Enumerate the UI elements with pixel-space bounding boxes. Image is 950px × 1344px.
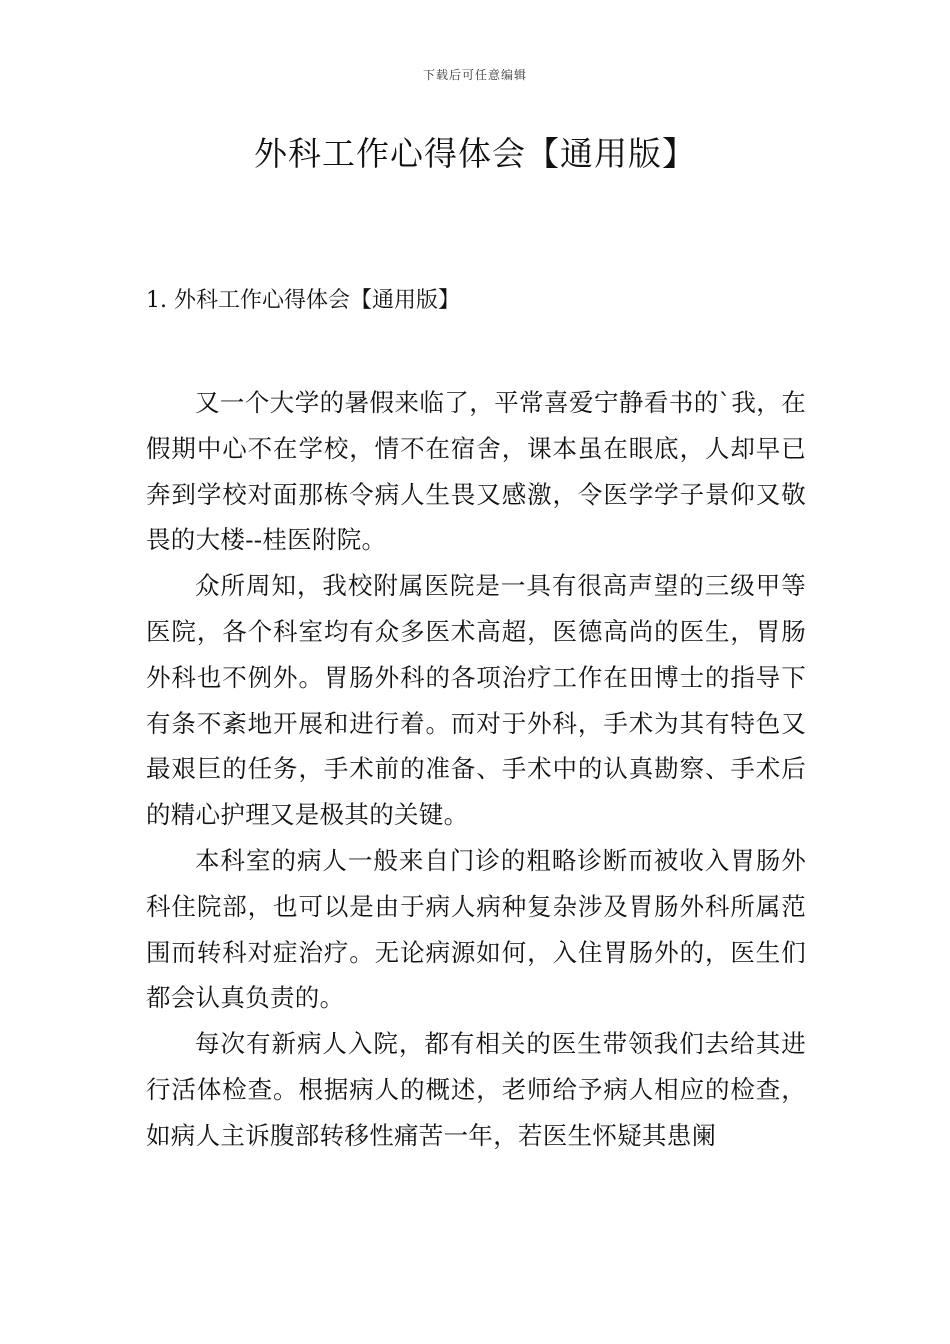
paragraph-3: 本科室的病人一般来自门诊的粗略诊断而被收入胃肠外科住院部，也可以是由于病人病种复杂涉及胃肠外科所属范围而转科对症治疗。无论病源如何，入住胃肠外的，医生们都会认真负责的。 [146,845,806,1013]
paragraph-4: 每次有新病人入院，都有相关的医生带领我们去给其进行活体检查。根据病人的概述，老师给予病人相应的检查，如病人主诉腹部转移性痛苦一年，若医生怀疑其患阑 [146,1029,806,1150]
header-note: 下载后可任意编辑 [422,68,527,82]
paragraph-1: 又一个大学的暑假来临了，平常喜爱宁静看书的`我，在假期中心不在学校，情不在宿舍，课本虽在眼底，人却早已奔到学校对面那栋令病人生畏又感激，令医学学子景仰又敬畏的大楼--桂医附院。 [146,388,806,555]
section-heading: 1. 外科工作心得体会【通用版】 [146,288,460,313]
body-text [146,380,806,1159]
document-title: 外科工作心得体会【通用版】 [254,134,696,173]
paragraph-2: 众所周知，我校附属医院是一具有很高声望的三级甲等医院，各个科室均有众多医术高超，医德高尚的医生，胃肠外科也不例外。胃肠外科的各项治疗工作在田博士的指导下有条不紊地开展和进行着。而对于外科，手术为其有特色又最艰巨的任务，手术前的准备、手术中的认真勘察、手术后的精心护理又是极其的关键。 [146,571,806,830]
